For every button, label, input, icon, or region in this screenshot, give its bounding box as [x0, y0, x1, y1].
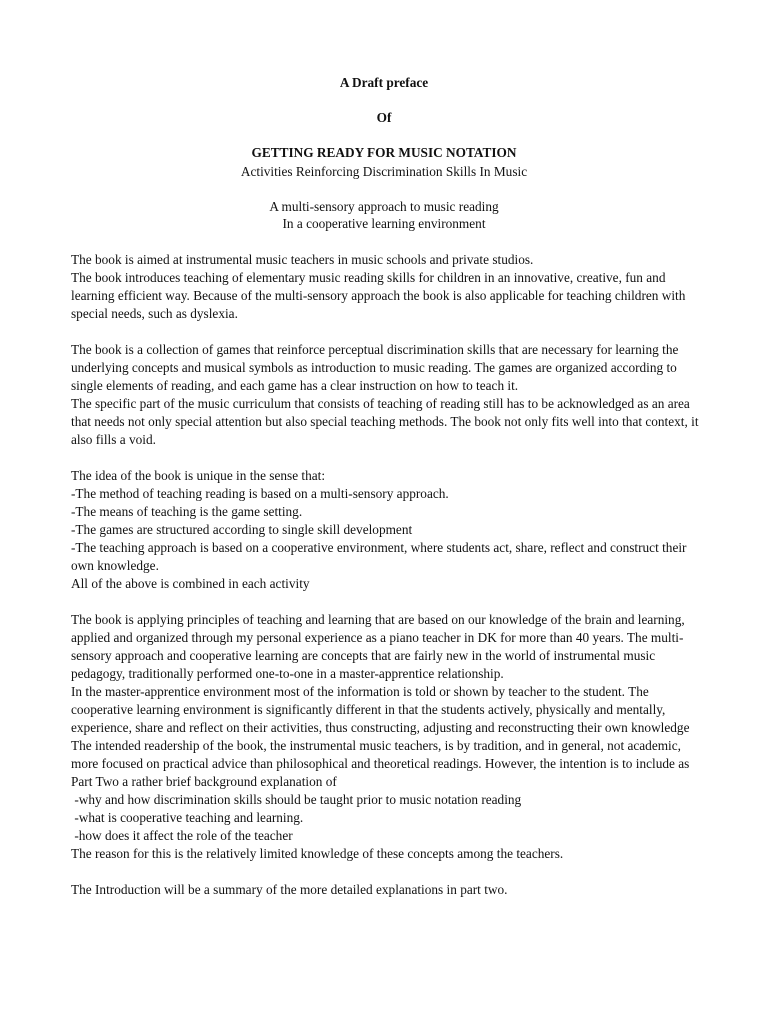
paragraph-line: In the master-apprentice environment most of the information is told or shown by teacher to the student. The cooperative learning environment is significantly different in that the students actively, physically and mentally, experience, share and reflect on their activities, thus constructing, adjusting and reconstructing their own knowledge	[71, 684, 690, 735]
paragraph-1	[71, 251, 703, 323]
body-text	[71, 251, 703, 917]
book-title: GETTING READY FOR MUSIC NOTATION	[251, 145, 517, 160]
paragraph-line: All of the above is combined in each activity	[71, 576, 310, 591]
list-item: -why and how discrimination skills should be taught prior to music notation reading	[71, 792, 522, 807]
paragraph-line: The Introduction will be a summary of the more detailed explanations in part two.	[71, 882, 508, 897]
paragraph-line: The intended readership of the book, the instrumental music teachers, is by tradition, and in general, not academic, more focused on practical advice than philosophical and theoretical readings. However, the intention is to include as Part Two a rather brief background explanation of	[71, 738, 693, 789]
paragraph-line: The idea of the book is unique in the sense that:	[71, 468, 326, 483]
heading-line-1: A Draft preface	[339, 75, 429, 90]
paragraph-line: The reason for this is the relatively limited knowledge of these concepts among the teachers.	[71, 846, 564, 861]
paragraph-4	[71, 611, 703, 863]
paragraph-line: The book is aimed at instrumental music teachers in music schools and private studios.	[71, 252, 534, 267]
list-item: -what is cooperative teaching and learning.	[71, 810, 304, 825]
list-item: -how does it affect the role of the teacher	[71, 828, 293, 843]
paragraph-line: The specific part of the music curriculum that consists of teaching of reading still has to be acknowledged as an area that needs not only special attention but also special teaching methods. The book not only fits well into that context, it also fills a void.	[71, 396, 702, 447]
list-item: -The teaching approach is based on a cooperative environment, where students act, share, reflect and construct their own knowledge.	[71, 540, 690, 573]
list-item: -The means of teaching is the game setting.	[71, 504, 303, 519]
list-item: -The method of teaching reading is based on a multi-sensory approach.	[71, 486, 449, 501]
book-subtitle: Activities Reinforcing Discrimination Skills In Music	[240, 164, 528, 179]
heading-line-2: Of	[376, 110, 392, 125]
tagline-1: A multi-sensory approach to music reading	[269, 199, 499, 214]
paragraph-2	[71, 341, 703, 449]
paragraph-line: The book is a collection of games that reinforce perceptual discrimination skills that are necessary for learning the underlying concepts and musical symbols as introduction to music reading. The games are organized according to single elements of reading, and each game has a clear instruction on how to teach it.	[71, 342, 682, 393]
list-item: -The games are structured according to single skill development	[71, 522, 413, 537]
paragraph-5	[71, 881, 703, 899]
tagline-2: In a cooperative learning environment	[282, 216, 486, 231]
paragraph-line: The book is applying principles of teaching and learning that are based on our knowledge of the brain and learning, applied and organized through my personal experience as a piano teacher in DK for more than 40 years. The multi-sensory approach and cooperative learning are concepts that are fairly new in the world of instrumental music pedagogy, traditionally performed one-to-one in a master-apprentice relationship.	[71, 612, 689, 681]
paragraph-line: The book introduces teaching of elementary music reading skills for children in an innovative, creative, fun and learning efficient way. Because of the multi-sensory approach the book is also applicable for teaching children with special needs, such as dyslexia.	[71, 270, 689, 321]
paragraph-3	[71, 467, 703, 593]
